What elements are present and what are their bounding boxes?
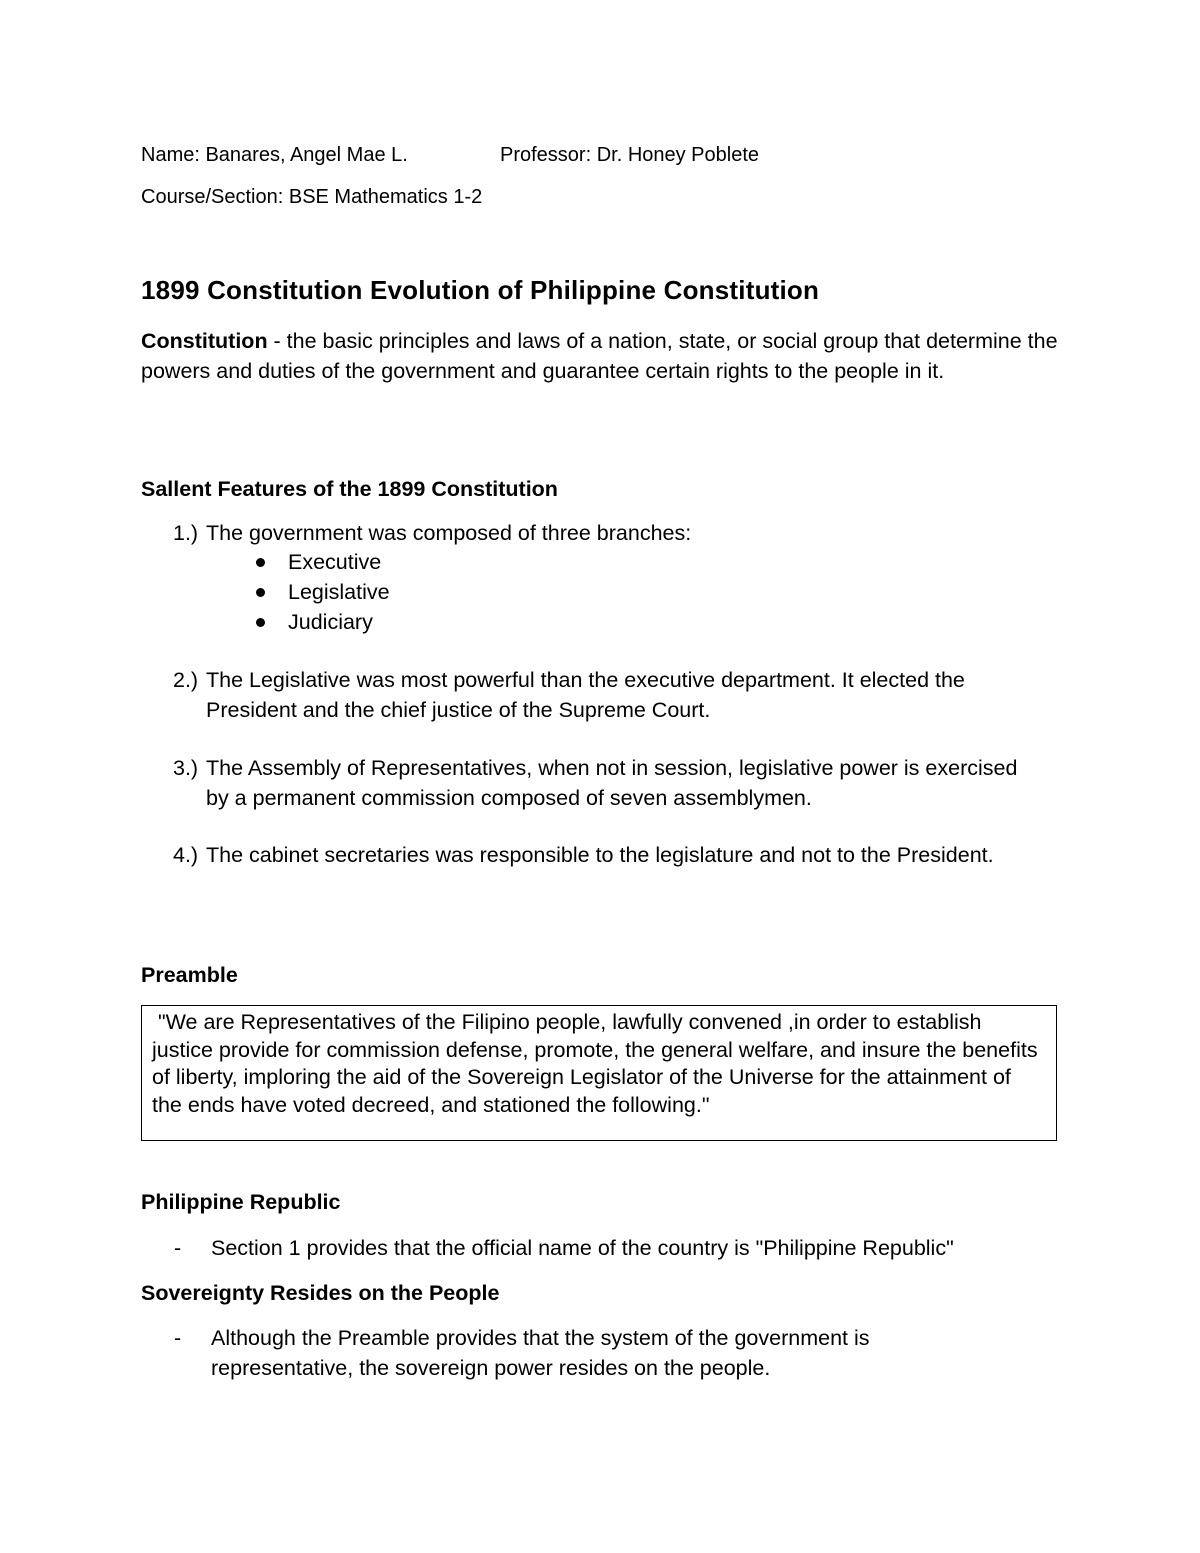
feature-number: 1.): [173, 521, 199, 545]
definition-paragraph: [141, 326, 1061, 386]
student-name: Name: Banares, Angel Mae L.: [141, 144, 408, 166]
republic-heading: Philippine Republic: [141, 1190, 341, 1214]
feature-item-1: [173, 518, 1053, 548]
course-section: Course/Section: BSE Mathematics 1-2: [141, 186, 483, 208]
branch-label: Legislative: [288, 580, 390, 604]
definition-term: Constitution: [141, 329, 268, 353]
page-title: 1899 Constitution Evolution of Philippine Constitution: [141, 275, 820, 305]
branch-item-legislative: [288, 577, 390, 607]
feature-text: The Legislative was most powerful than the executive department. It elected the President and the chief justice of the Supreme Court.: [206, 668, 965, 722]
dash-marker: -: [174, 1236, 182, 1260]
bullet-icon: [256, 618, 265, 627]
feature-text: The Assembly of Representatives, when not in session, legislative power is exercised by a permanent commission composed of seven assemblymen.: [206, 756, 1018, 810]
bullet-icon: [256, 558, 265, 567]
feature-text: The cabinet secretaries was responsible to the legislature and not to the President.: [206, 843, 994, 867]
feature-item-4: [173, 840, 1013, 870]
preamble-text: "We are Representatives of the Filipino people, lawfully convened ,in order to establish justice provide for commission defense, promote, the general welfare, and insure the benefits of liberty, imploring the aid of the Sovereign Legislator of the Universe for the attainment of the ends have voted decreed, and stationed the following.": [152, 1010, 1044, 1117]
sovereignty-heading: Sovereignty Resides on the People: [141, 1281, 500, 1305]
republic-item: [174, 1233, 1071, 1263]
definition-text: - the basic principles and laws of a nation, state, or social group that determine the powers and duties of the government and guarantee certain rights to the people in it.: [141, 329, 1058, 383]
feature-item-3: [173, 753, 1033, 813]
feature-number: 4.): [173, 843, 199, 867]
dash-marker: -: [174, 1326, 182, 1350]
republic-text: Section 1 provides that the official name of the country is "Philippine Republic": [211, 1236, 954, 1260]
feature-number: 2.): [173, 668, 199, 692]
branch-item-judiciary: [288, 607, 373, 637]
sovereignty-item: [174, 1323, 971, 1383]
sovereignty-text: Although the Preamble provides that the system of the government is representative, the sovereign power resides on the people.: [211, 1326, 870, 1380]
preamble-heading: Preamble: [141, 963, 238, 987]
branch-label: Judiciary: [288, 610, 373, 634]
feature-number: 3.): [173, 756, 199, 780]
branch-item-executive: [288, 547, 381, 577]
professor-name: Professor: Dr. Honey Poblete: [500, 144, 760, 166]
features-heading: Sallent Features of the 1899 Constitution: [141, 477, 558, 501]
feature-item-2: [173, 665, 1053, 725]
preamble-box: [141, 1005, 1057, 1141]
bullet-icon: [256, 588, 265, 597]
feature-text: The government was composed of three branches:: [206, 521, 692, 545]
branch-label: Executive: [288, 550, 382, 574]
